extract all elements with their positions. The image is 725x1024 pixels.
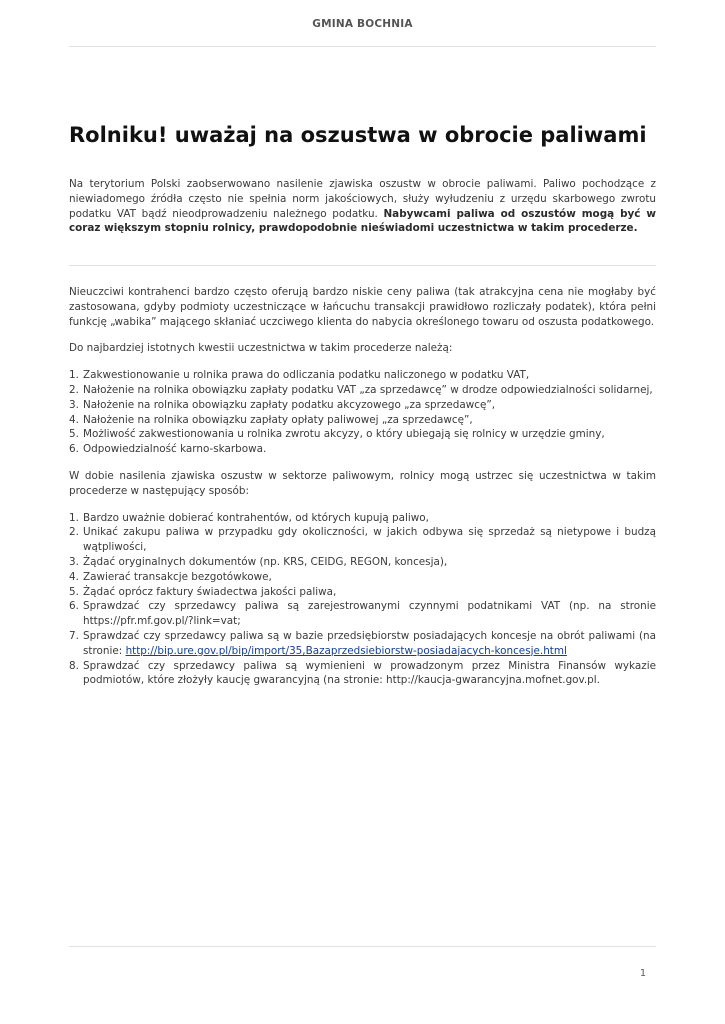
list-item-number: 1. (69, 369, 79, 382)
ure-concession-link[interactable]: http://bip.ure.gov.pl/bip/import/35,Bazaprzedsiebiorstw-posiadajacych-koncesje.html (125, 644, 567, 657)
list-item (69, 555, 656, 570)
consequences-list (69, 368, 656, 457)
list-item-number: 5. (69, 428, 79, 441)
paragraph-issues-intro: Do najbardziej istotnych kwestii uczestnictwa w takim procederze należą: (69, 342, 453, 355)
list-item-text: Zakwestionowanie u rolnika prawa do odliczania podatku naliczonego w podatku VAT, (83, 369, 530, 382)
article-body (69, 285, 656, 700)
header-divider (69, 46, 656, 47)
list-item-text: Nałożenie na rolnika obowiązku zapłaty podatku VAT „za sprzedawcę” w drodze odpowiedzialności solidarnej, (83, 383, 653, 396)
list-item-text: Unikać zakupu paliwa w przypadku gdy okoliczności, w jakich odbywa się sprzedaż są nietypowe i budzą wątpliwości, (83, 526, 656, 554)
intro-bold-text: Nabywcami paliwa od oszustów mogą być w coraz większym stopniu rolnicy, prawdopodobnie nieświadomi uczestnictwa w takim procederze. (69, 207, 656, 235)
list-item (69, 383, 656, 398)
list-item-number: 2. (69, 526, 79, 539)
list-item-text: Sprawdzać czy sprzedawcy paliwa są w bazie przedsiębiorstw posiadających koncesje na obrót paliwami (na stronie: (83, 629, 656, 657)
list-item (69, 442, 656, 457)
list-item (69, 511, 656, 526)
list-item-text: Żądać oprócz faktury świadectwa jakości paliwa, (83, 585, 337, 598)
list-item-number: 2. (69, 383, 79, 396)
article-intro (69, 177, 656, 236)
list-item-number: 1. (69, 511, 79, 524)
intro-text: Na terytorium Polski zaobserwowano nasilenie zjawiska oszustw w obrocie paliwami. Paliwo pochodzące z niewiadomego źródła często nie spełnia norm jakościowych, służy wyłudzeniu z urzędu skarbowego zwrotu podatku VAT bądź nieodprowadzeniu należnego podatku. (69, 178, 656, 220)
list-item-text: Sprawdzać czy sprzedawcy paliwa są zarejestrowanymi czynnymi podatnikami VAT (np. na stronie https://pfr.mf.gov.pl/?link=vat; (83, 600, 656, 628)
list-item-number: 7. (69, 629, 79, 642)
list-item-number: 3. (69, 555, 79, 568)
list-item-number: 8. (69, 659, 79, 672)
list-item-text: Nałożenie na rolnika obowiązku zapłaty podatku akcyzowego „za sprzedawcę”, (83, 398, 496, 411)
list-item-number: 4. (69, 570, 79, 583)
paragraph-wabik: Nieuczciwi kontrahenci bardzo często oferują bardzo niskie ceny paliwa (tak atrakcyjna cena nie mogłaby być zastosowana, gdyby podmioty uczestniczące w łańcuchu transakcji prawidłowo rozliczały podatek), która pełni funkcję „wabika” mającego skłaniać uczciwego klienta do nabycia określonego towaru od oszusta podatkowego. (69, 286, 656, 328)
list-item-text: Bardzo uważnie dobierać kontrahentów, od których kupują paliwo, (83, 511, 429, 524)
list-item (69, 368, 656, 383)
prevention-list (69, 511, 656, 689)
section-divider (69, 265, 656, 266)
list-item-number: 5. (69, 585, 79, 598)
footer-divider (69, 946, 656, 947)
list-item (69, 525, 656, 555)
list-item (69, 427, 656, 442)
list-item-text: Żądać oryginalnych dokumentów (np. KRS, CEIDG, REGON, koncesja), (83, 555, 448, 568)
list-item (69, 659, 656, 689)
site-header-title: GMINA BOCHNIA (312, 18, 413, 30)
paragraph-prevention-intro: W dobie nasilenia zjawiska oszustw w sektorze paliwowym, rolnicy mogą ustrzec się uczestnictwa w takim procederze w następujący sposób: (69, 469, 656, 497)
list-item-number: 6. (69, 443, 79, 456)
list-item-number: 4. (69, 413, 79, 426)
list-item-number: 6. (69, 600, 79, 613)
list-item (69, 585, 656, 600)
article-title: Rolniku! uważaj na oszustwa w obrocie paliwami (69, 123, 647, 147)
list-item-text: Możliwość zakwestionowania u rolnika zwrotu akcyzy, o który ubiegają się rolnicy w urzędzie gminy, (83, 428, 605, 441)
list-item-text: Odpowiedzialność karno-skarbowa. (83, 443, 267, 456)
list-item-text: Sprawdzać czy sprzedawcy paliwa są wymienieni w prowadzonym przez Ministra Finansów wykazie podmiotów, które złożyły kaucję gwarancyjną (na stronie: http://kaucja-gwarancyjna.mofnet.gov.pl. (83, 659, 656, 687)
list-item-number: 3. (69, 398, 79, 411)
list-item-text: Zawierać transakcje bezgotówkowe, (83, 570, 272, 583)
list-item (69, 570, 656, 585)
page-number: 1 (639, 968, 646, 979)
list-item (69, 599, 656, 629)
list-item-text: Nałożenie na rolnika obowiązku zapłaty opłaty paliwowej „za sprzedawcę”, (83, 413, 473, 426)
list-item (69, 413, 656, 428)
list-item (69, 629, 656, 659)
list-item (69, 398, 656, 413)
